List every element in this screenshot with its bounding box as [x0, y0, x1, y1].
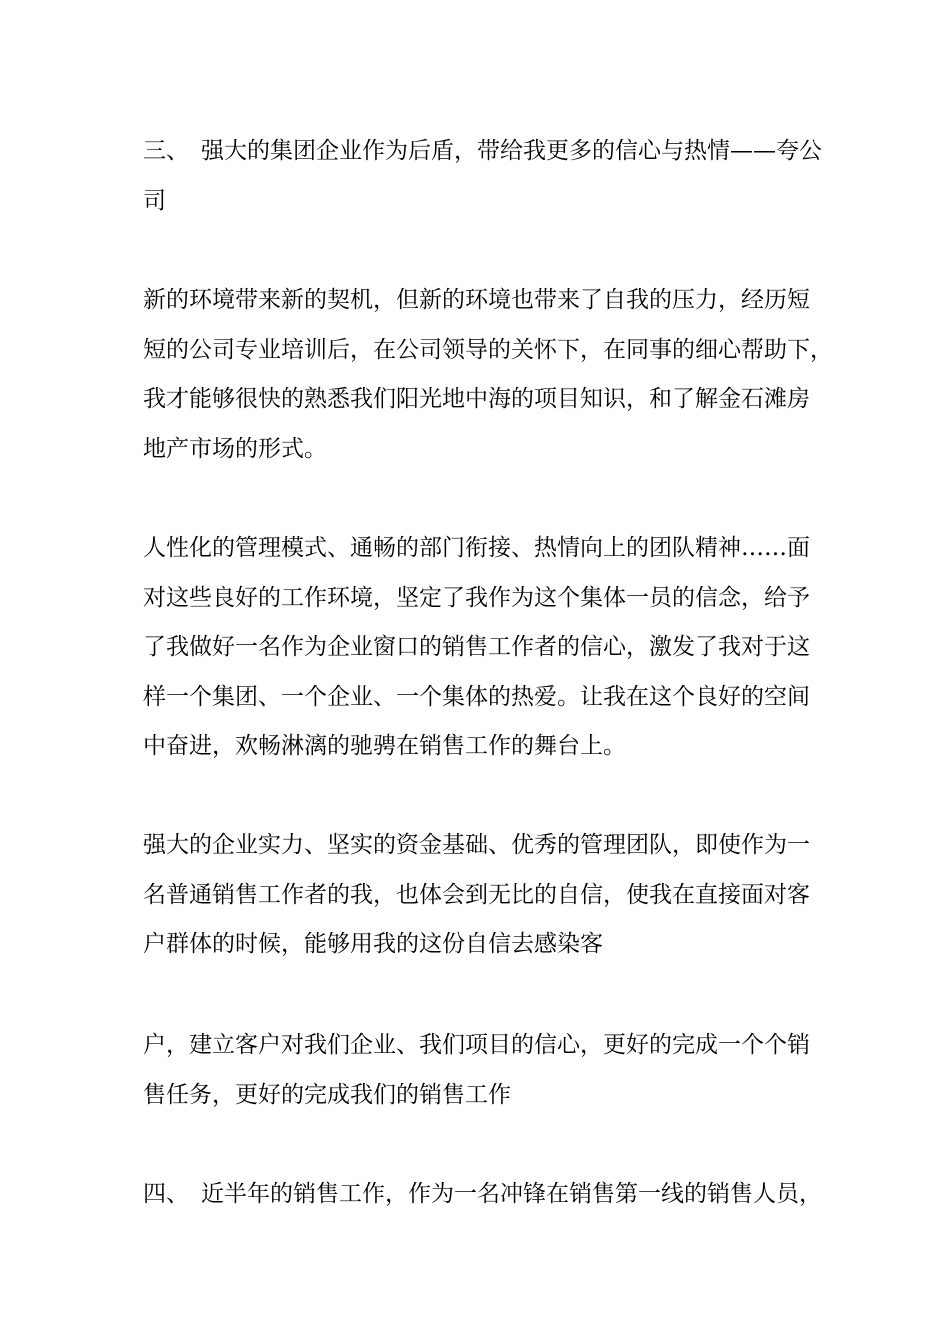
- heading-number: 三、: [143, 138, 189, 164]
- paragraph-4: [143, 1021, 823, 1120]
- text-line: 名普通销售工作者的我，也体会到无比的自信，使我在直接面对客: [143, 881, 810, 908]
- text-line: 样一个集团、一个企业、一个集体的热爱。让我在这个良好的空间: [143, 683, 810, 710]
- text-line: 我才能够很快的熟悉我们阳光地中海的项目知识，和了解金石滩房: [143, 386, 810, 412]
- paragraph-1: [143, 276, 833, 474]
- heading-line: 司: [143, 187, 166, 214]
- text-line: 地产市场的形式。: [143, 435, 327, 462]
- text-line: 短的公司专业培训后，在公司领导的关怀下，在同事的细心帮助下，: [143, 336, 833, 363]
- text-line: 人性化的管理模式、通畅的部门衔接、热情向上的团队精神……面: [143, 535, 810, 561]
- text-line: 新的环境带来新的契机，但新的环境也带来了自我的压力，经历短: [143, 287, 810, 313]
- text-line: 户，建立客户对我们企业、我们项目的信心，更好的完成一个个销: [143, 1032, 810, 1058]
- section-heading-4: [143, 1170, 823, 1220]
- paragraph-3: [143, 821, 823, 970]
- text-line: 强大的企业实力、坚实的资金基础、优秀的管理团队，即使作为一: [143, 832, 810, 858]
- heading-number: 四、: [143, 1181, 189, 1207]
- text-line: 中奋进，欢畅淋漓的驰骋在销售工作的舞台上。: [143, 733, 626, 759]
- heading-text: 强大的集团企业作为后盾，带给我更多的信心与热情——夸公: [201, 138, 822, 164]
- heading-text: 近半年的销售工作，作为一名冲锋在销售第一线的销售人员，: [201, 1181, 822, 1207]
- text-line: 售任务，更好的完成我们的销售工作: [143, 1081, 511, 1108]
- text-line: 对这些良好的工作环境，坚定了我作为这个集体一员的信念，给予: [143, 584, 810, 611]
- text-line: 户群体的时候，能够用我的这份自信去感染客: [143, 931, 603, 957]
- paragraph-2: [143, 524, 823, 772]
- section-heading-3: [143, 127, 823, 226]
- heading-line: [143, 127, 823, 177]
- text-line: 了我做好一名作为企业窗口的销售工作者的信心，激发了我对于这: [143, 634, 810, 660]
- heading-line: [143, 1170, 823, 1220]
